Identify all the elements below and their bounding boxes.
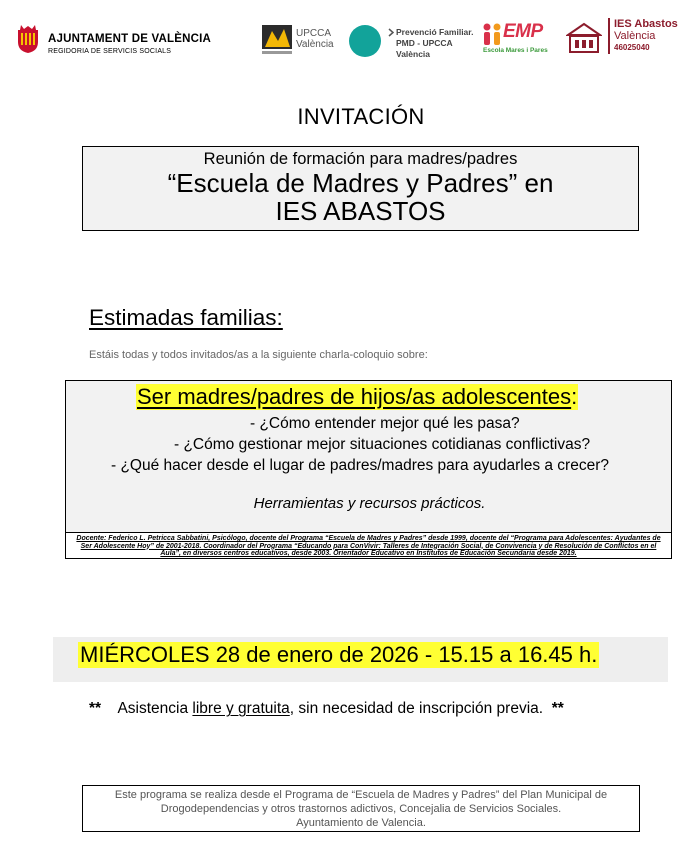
emp-logo-subtitle: Escola Mares i Pares — [483, 47, 548, 54]
program-name-line1: “Escuela de Madres y Padres” en — [167, 168, 554, 198]
program-name-line2: IES ABASTOS — [275, 196, 446, 226]
ies-logo-line3: 46025040 — [614, 43, 650, 52]
attendance-prefix: Asistencia — [117, 700, 193, 717]
footer-line1: Este programa se realiza desde el Programa de “Escuela de Madres y Padres” del Plan Municipal de — [114, 789, 608, 801]
footer-line2: Drogodependencias y otros trastornos adictivos, Concejalia de Servicios Sociales. — [160, 803, 562, 815]
footer-box — [82, 785, 640, 832]
logo-bar — [0, 0, 695, 80]
chevron-right-icon — [388, 28, 394, 37]
intro-text: Estáis todas y todos invitados/as a la siguiente charla-coloquio sobre: — [89, 349, 428, 361]
topic-title-suffix: : — [571, 384, 578, 409]
teal-circle-icon — [348, 24, 382, 58]
prevencio-logo-line3: València — [396, 49, 431, 59]
event-date: MIÉRCOLES 28 de enero de 2026 - 15.15 a 16.45 h. — [80, 642, 598, 667]
attendance-free: libre y gratuita — [192, 700, 290, 717]
teacher-credits: Docente: Federico L. Petricca Sabbatini, Psicólogo, docente del Programa “Escuela de Madres y Padres” desde 1999, docente del “Programa para Adolescentes: Ayudantes de Ser Adolescente Hoy” de 2001-2018. Coordinador del Programa “Educando para ConVivir: Talleres de Integración Social, de Convivencia y de Resolución de Conflictos en el Aula”, en diversos centros educativos, desde 2003. Orientador Educativo en Institutos de Educación Secundaria desde 2019. — [65, 533, 672, 559]
topic-question: - ¿Cómo gestionar mejor situaciones cotidianas conflictivas? — [174, 436, 591, 453]
prevencio-logo-line2: PMD - UPCCA — [396, 38, 453, 48]
topic-title — [136, 384, 578, 410]
topic-question: - ¿Cómo entender mejor qué les pasa? — [250, 415, 520, 432]
tools-text: Herramientas y recursos prácticos. — [253, 495, 486, 512]
footer-line3: Ayuntamiento de Valencia. — [296, 817, 426, 829]
attendance-stars-right: ** — [551, 700, 564, 717]
valencia-logo-name: AJUNTAMENT DE VALÈNCIA — [48, 33, 212, 45]
attendance-suffix: , sin necesidad de inscripción previa. — [289, 700, 544, 717]
program-header-box — [82, 146, 639, 231]
upcca-logo-line2: València — [296, 39, 334, 50]
attendance-note — [89, 700, 564, 718]
upcca-emblem-icon — [262, 23, 292, 57]
topic-box — [65, 380, 672, 533]
upcca-logo-line1: UPCCA — [296, 28, 332, 39]
ies-logo-divider — [608, 18, 610, 54]
valencia-logo-subtitle: REGIDORIA DE SERVICIS SOCIALS — [48, 48, 172, 55]
prevencio-logo-line1: Prevenció Familiar. — [396, 27, 474, 37]
attendance-stars-left: ** — [89, 700, 102, 717]
invitation-subtitle: Reunión de formación para madres/padres — [203, 150, 518, 168]
topic-question: - ¿Qué hacer desde el lugar de padres/madres para ayudarles a crecer? — [111, 457, 609, 474]
invitation-title: INVITACIÓN — [297, 104, 425, 129]
valencia-coat-of-arms-icon — [14, 24, 42, 54]
emp-figures-icon — [481, 22, 503, 48]
topic-title-text: Ser madres/padres de hijos/as adolescentes — [137, 384, 572, 409]
greeting-heading: Estimadas familias: — [89, 305, 283, 330]
ies-logo-line1: IES Abastos — [614, 18, 678, 30]
ies-building-icon — [566, 21, 602, 55]
ies-logo-line2: València — [614, 30, 656, 42]
emp-logo-name: EMP — [503, 21, 543, 42]
